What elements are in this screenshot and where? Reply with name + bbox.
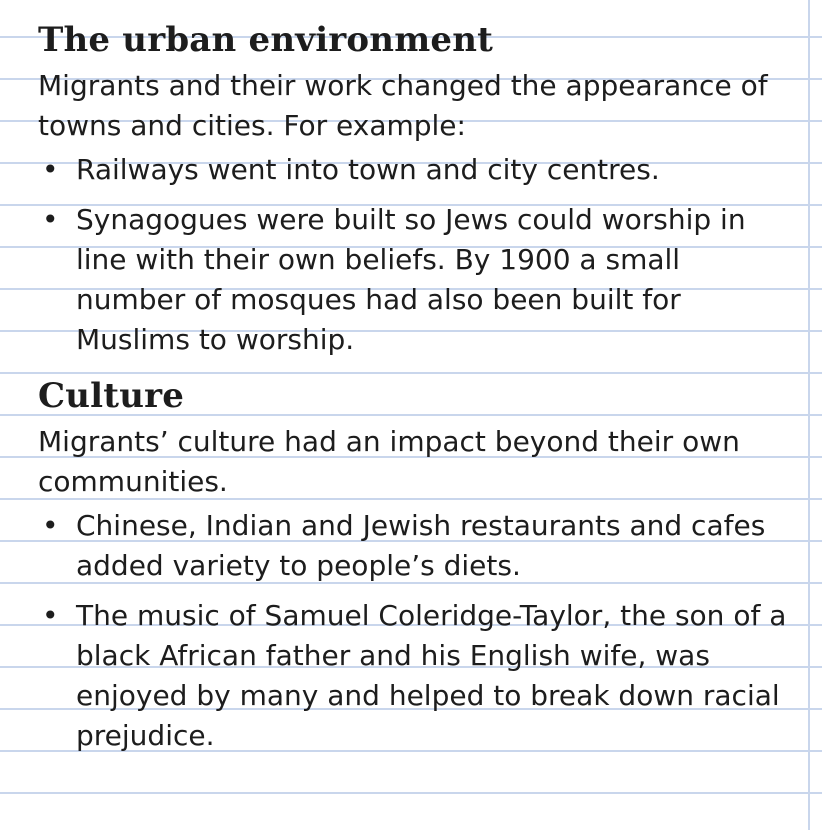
section-intro: Migrants’ culture had an impact beyond their own communities. <box>38 425 740 498</box>
section-heading: The urban environment <box>38 20 494 60</box>
bullet-icon: • <box>42 509 59 542</box>
bullet-icon: • <box>42 153 59 186</box>
list-item <box>38 150 798 190</box>
list-item-text: Synagogues were built so Jews could worship in line with their own beliefs. By 1900 a small number of mosques had also been built for Muslims to worship. <box>76 203 746 356</box>
list-item <box>38 200 798 360</box>
section-heading: Culture <box>38 376 185 416</box>
list-item-text: The music of Samuel Coleridge-Taylor, the son of a black African father and his English wife, was enjoyed by many and helped to break down racial prejudice. <box>76 599 787 752</box>
bullet-icon: • <box>42 599 59 632</box>
section-urban-environment <box>38 14 798 360</box>
page-content <box>38 14 798 766</box>
list-item-text: Chinese, Indian and Jewish restaurants and cafes added variety to people’s diets. <box>76 509 766 582</box>
bullet-list <box>38 506 798 756</box>
list-item <box>38 596 798 756</box>
list-item <box>38 506 798 586</box>
section-intro: Migrants and their work changed the appearance of towns and cities. For example: <box>38 69 768 142</box>
section-culture <box>38 370 798 756</box>
bullet-icon: • <box>42 203 59 236</box>
bullet-list <box>38 150 798 360</box>
page-margin-line <box>808 0 810 830</box>
list-item-text: Railways went into town and city centres. <box>76 153 660 186</box>
